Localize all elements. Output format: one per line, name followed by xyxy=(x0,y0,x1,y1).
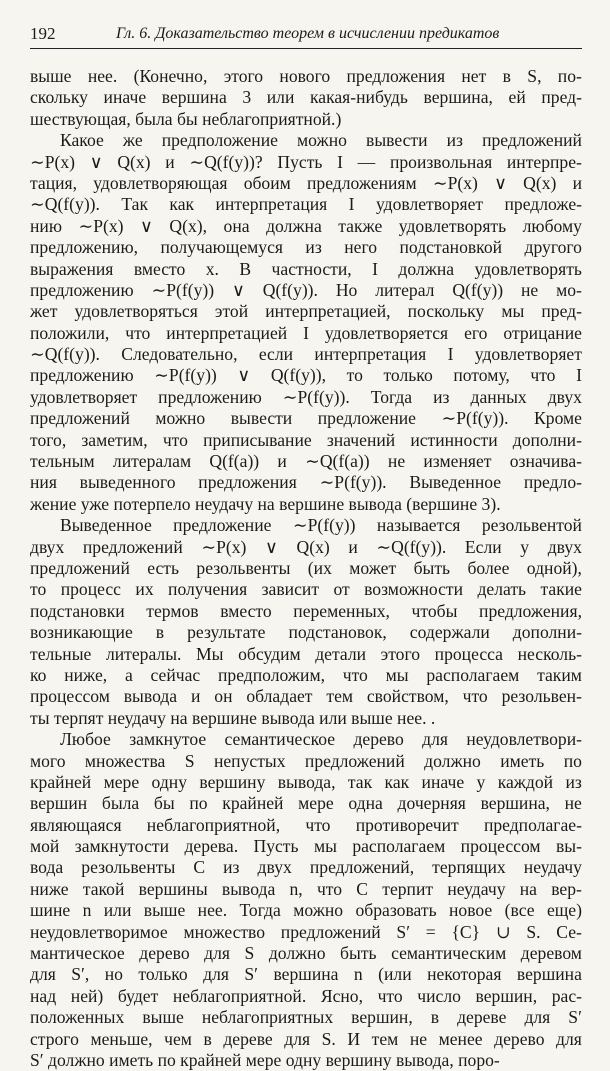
text-line: положенных выше неблагоприятных вершин, в дереве для S′ xyxy=(30,1007,582,1028)
text-line: мой замкнутости дерева. Пусть мы располагаем процессом вы- xyxy=(30,836,582,857)
text-line: процессом вывода и он обладает тем свойством, что резольвен- xyxy=(30,686,582,707)
text-line: двух предложений ∼P(x) ∨ Q(x) и ∼Q(f(y)). Если у двух xyxy=(30,536,582,557)
text-line: тельным литералам Q(f(a)) и ∼Q(f(a)) не изменяет означива- xyxy=(30,451,582,472)
text-line: ∼Q(f(y)). Так как интерпретация I удовлетворяет предложе- xyxy=(30,194,582,215)
text-line: вершин была бы по крайней мере одна дочерняя вершина, не xyxy=(30,793,582,814)
text-line: предложению ∼P(f(y)) ∨ Q(f(y)). Но литерал Q(f(y)) не мо- xyxy=(30,279,582,300)
paragraph xyxy=(30,515,582,729)
text-line: удовлетворяет предложению ∼P(f(y)). Тогда из данных двух xyxy=(30,386,582,407)
text-line: строго меньше, чем в дереве для S. И тем не менее дерево для xyxy=(30,1028,582,1049)
text-line: Любое замкнутое семантическое дерево для неудовлетвори- xyxy=(60,729,582,750)
text-line: шествующая, была бы неблагоприятной.) xyxy=(30,108,342,129)
text-line: ∼P(x) ∨ Q(x) и ∼Q(f(y))? Пусть I — произвольная интерпре- xyxy=(30,151,582,172)
paragraph xyxy=(30,130,582,515)
text-line: то процесс их получения зависит от возможности делать такие xyxy=(30,579,582,600)
text-line: возникающие в результате подстановок, содержали дополни- xyxy=(30,622,582,643)
text-line: тация, удовлетворяющая обоим предложениям ∼P(x) ∨ Q(x) и xyxy=(30,172,582,193)
text-line: ∼Q(f(y)). Следовательно, если интерпретация I удовлетворяет xyxy=(30,344,582,365)
paragraph xyxy=(30,729,582,1071)
text-line: предложению, получающемуся из него подстановкой другого xyxy=(30,237,582,258)
text-line: ниже такой вершины вывода n, что C терпит неудачу на вер- xyxy=(30,878,582,899)
text-line: являющаяся неблагоприятной, что противоречит предполагае- xyxy=(30,814,582,835)
text-line: вода резольвенты C из двух предложений, терпящих неудачу xyxy=(30,857,582,878)
text-line: нию ∼P(x) ∨ Q(x), она должна также удовлетворять любому xyxy=(30,215,582,236)
running-header xyxy=(30,22,582,49)
text-line: S′ должно иметь по крайней мере одну вершину вывода, поро- xyxy=(30,1049,500,1070)
text-line: выражения вместо x. В частности, I должна удовлетворять xyxy=(30,258,582,279)
text-line: жет удовлетворяться этой интерпретацией, поскольку мы пред- xyxy=(30,301,582,322)
text-line: положили, что интерпретацией I удовлетворяется его отрицание xyxy=(30,322,582,343)
text-line: предложений есть резольвенты (их может быть более одной), xyxy=(30,557,582,578)
running-title: Гл. 6. Доказательство теорем в исчислении предикатов xyxy=(116,25,500,42)
text-line: мого множества S непустых предложений должно иметь по xyxy=(30,750,582,771)
text-line: над ней) будет неблагоприятной. Ясно, что число вершин, рас- xyxy=(30,985,582,1006)
text-line: выше нее. (Конечно, этого нового предложения нет в S, по- xyxy=(30,66,582,86)
text-line: скольку иначе вершина 3 или какая-нибудь вершина, ей пред- xyxy=(30,87,582,108)
text-line: того, заметим, что приписывание значений истинности дополни- xyxy=(30,429,582,450)
text-line: крайней мере одну вершину вывода, так как иначе у каждой из xyxy=(30,771,582,792)
text-line: неудовлетворимое множество предложений S′ = {C} ∪ S. Се- xyxy=(30,921,582,942)
text-line: жение уже потерпело неудачу на вершине вывода (вершине 3). xyxy=(30,493,501,514)
text-line: подстановки термов вместо переменных, чтобы предложения, xyxy=(30,600,582,621)
text-line: тельные литералы. Мы обсудим детали этого процесса несколь- xyxy=(30,643,582,664)
text-line: ты терпят неудачу на вершине вывода или выше нее. . xyxy=(30,707,436,728)
text-line: ко ниже, а сейчас предположим, что мы располагаем таким xyxy=(30,664,582,685)
text-line: предложений можно вывести предложение ∼P(f(y)). Кроме xyxy=(30,408,582,429)
text-line: ния выведенного предложения ∼P(f(y)). Выведенное предло- xyxy=(30,472,582,493)
text-line: мантическое дерево для S должно быть семантическим деревом xyxy=(30,943,582,964)
body-text xyxy=(30,66,582,1071)
text-line: предложению ∼P(f(y)) ∨ Q(f(y)), то только потому, что I xyxy=(30,365,582,386)
text-line: Какое же предположение можно вывести из предложений xyxy=(60,130,582,151)
text-line: Выведенное предложение ∼P(f(y)) называется резольвентой xyxy=(60,515,582,536)
paragraph xyxy=(30,66,582,130)
page-number: 192 xyxy=(30,24,56,43)
text-line: для S′, но только для S′ вершина n (или некоторая вершина xyxy=(30,964,582,985)
text-line: шине n или выше нее. Тогда можно образовать новое (все еще) xyxy=(30,900,582,921)
